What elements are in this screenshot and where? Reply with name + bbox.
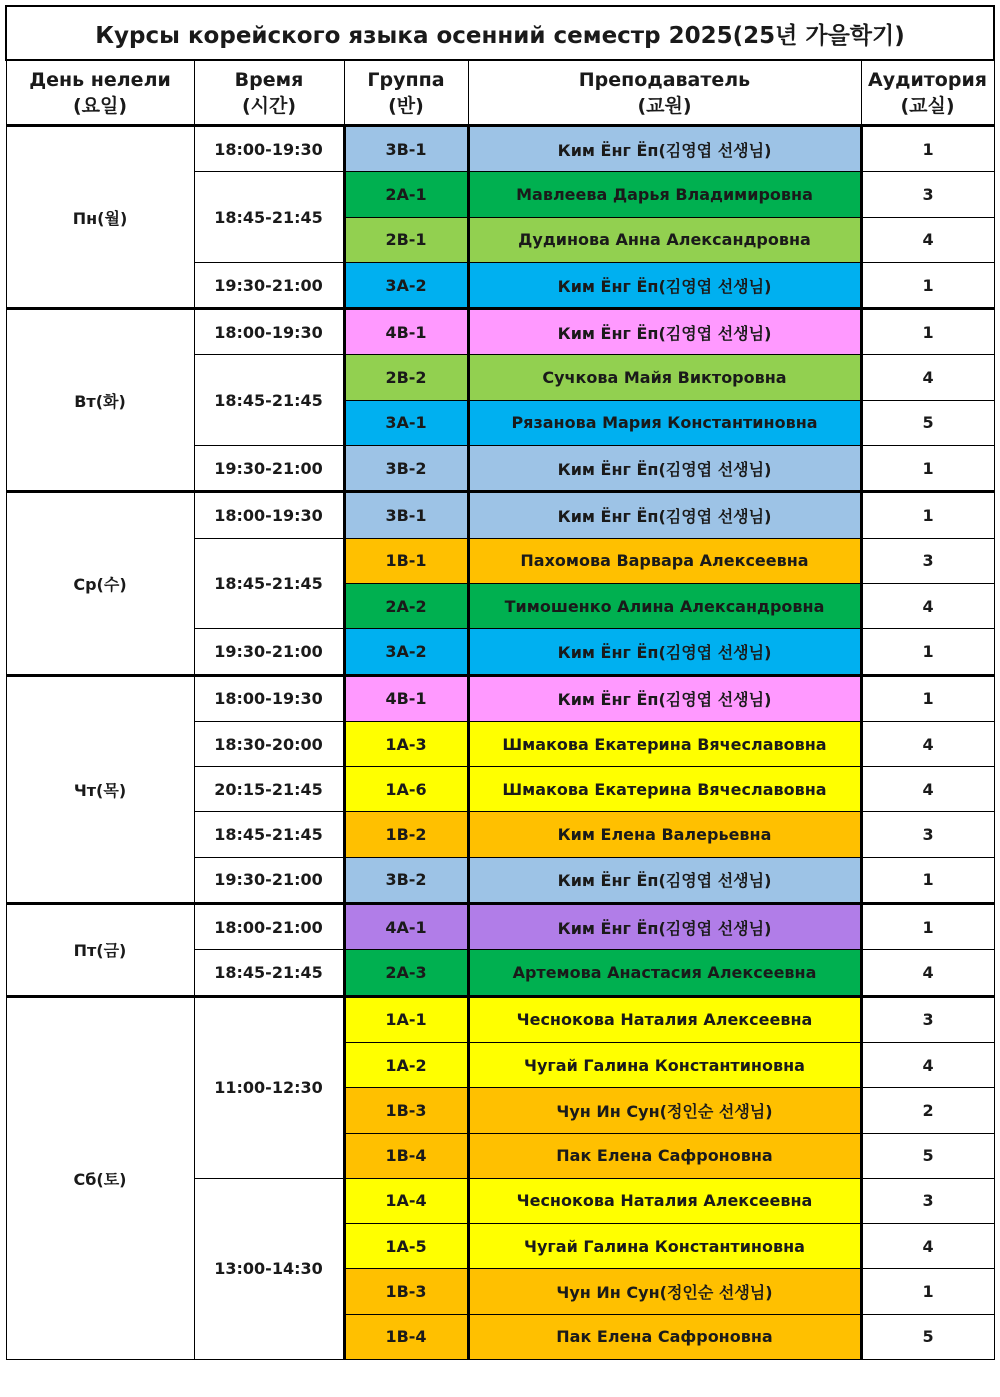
- teacher-cell: Ким Ёнг Ёп(김영엽 선생님): [468, 904, 861, 950]
- teacher-cell: Тимошенко Алина Александровна: [468, 583, 861, 628]
- day-cell: Сб(토): [6, 996, 194, 1359]
- teacher-cell: Дудинова Анна Александровна: [468, 217, 861, 262]
- time-cell: 19:30-21:00: [194, 857, 344, 903]
- header-room-ko: (교실): [900, 94, 955, 117]
- table-row: [6, 492, 994, 538]
- room-cell: 1: [861, 857, 994, 903]
- teacher-cell: Чугай Галина Константиновна: [468, 1042, 861, 1087]
- teacher-cell: Сучкова Майя Викторовна: [468, 355, 861, 400]
- group-cell: 2A-3: [344, 950, 468, 996]
- group-cell: 1A-6: [344, 767, 468, 812]
- room-cell: 1: [861, 492, 994, 538]
- group-cell: 2A-2: [344, 583, 468, 628]
- teacher-cell: Ким Елена Валерьевна: [468, 812, 861, 857]
- header-group: [344, 60, 468, 126]
- time-cell: 18:30-20:00: [194, 721, 344, 766]
- time-cell: 18:45-21:45: [194, 538, 344, 629]
- header-time-ko: (시간): [241, 94, 297, 117]
- group-cell: 4B-1: [344, 309, 468, 355]
- group-cell: 1A-2: [344, 1042, 468, 1087]
- room-cell: 1: [861, 629, 994, 675]
- time-cell: 18:45-21:45: [194, 172, 344, 263]
- group-cell: 2A-1: [344, 172, 468, 217]
- header-group-ko: (반): [388, 94, 424, 117]
- room-cell: 1: [861, 904, 994, 950]
- day-cell: Пн(월): [6, 126, 194, 309]
- teacher-cell: Ким Ёнг Ёп(김영엽 선생님): [468, 629, 861, 675]
- time-cell: 19:30-21:00: [194, 262, 344, 308]
- header-day-ko: (요일): [72, 94, 128, 117]
- room-cell: 4: [861, 583, 994, 628]
- group-cell: 4A-1: [344, 904, 468, 950]
- header-teacher-ko: (교원): [637, 94, 692, 117]
- header-teacher-ru: Преподаватель: [578, 68, 751, 91]
- teacher-cell: Рязанова Мария Константиновна: [468, 400, 861, 445]
- room-cell: 4: [861, 1042, 994, 1087]
- teacher-cell: Мавлеева Дарья Владимировна: [468, 172, 861, 217]
- room-cell: 3: [861, 996, 994, 1042]
- group-cell: 1A-4: [344, 1178, 468, 1223]
- header-time-ru: Время: [234, 68, 304, 91]
- day-cell: Пт(금): [6, 904, 194, 997]
- table-row: [6, 996, 994, 1042]
- group-cell: 3A-2: [344, 629, 468, 675]
- group-cell: 1B-1: [344, 538, 468, 583]
- time-cell: 18:00-19:30: [194, 309, 344, 355]
- room-cell: 1: [861, 446, 994, 492]
- room-cell: 4: [861, 217, 994, 262]
- room-cell: 4: [861, 767, 994, 812]
- room-cell: 5: [861, 1133, 994, 1178]
- group-cell: 2B-1: [344, 217, 468, 262]
- day-cell: Вт(화): [6, 309, 194, 492]
- header-day-ru: День нелели: [29, 68, 171, 91]
- room-cell: 4: [861, 355, 994, 400]
- schedule-title: Курсы корейского языка осенний семестр 2025(25년 가을학기): [6, 6, 994, 60]
- time-cell: 18:45-21:45: [194, 355, 344, 446]
- header-day: [6, 60, 194, 126]
- group-cell: 3B-2: [344, 857, 468, 903]
- teacher-cell: Артемова Анастасия Алексеевна: [468, 950, 861, 996]
- table-row: [6, 126, 994, 172]
- group-cell: 1B-4: [344, 1133, 468, 1178]
- time-cell: 18:45-21:45: [194, 812, 344, 857]
- day-cell: Чт(목): [6, 675, 194, 903]
- header-group-ru: Группа: [367, 68, 445, 91]
- group-cell: 3A-2: [344, 262, 468, 308]
- group-cell: 1B-2: [344, 812, 468, 857]
- table-row: [6, 309, 994, 355]
- room-cell: 4: [861, 1224, 994, 1269]
- day-cell: Ср(수): [6, 492, 194, 675]
- header-time: [194, 60, 344, 126]
- group-cell: 4B-1: [344, 675, 468, 721]
- table-row: [6, 904, 994, 950]
- room-cell: 1: [861, 262, 994, 308]
- header-room: [861, 60, 994, 126]
- room-cell: 3: [861, 172, 994, 217]
- group-cell: 1A-1: [344, 996, 468, 1042]
- group-cell: 1B-4: [344, 1314, 468, 1359]
- group-cell: 1B-3: [344, 1088, 468, 1133]
- teacher-cell: Чугай Галина Константиновна: [468, 1224, 861, 1269]
- teacher-cell: Ким Ёнг Ёп(김영엽 선생님): [468, 857, 861, 903]
- room-cell: 3: [861, 1178, 994, 1223]
- time-cell: 18:45-21:45: [194, 950, 344, 996]
- teacher-cell: Шмакова Екатерина Вячеславовна: [468, 721, 861, 766]
- group-cell: 2B-2: [344, 355, 468, 400]
- teacher-cell: Ким Ёнг Ёп(김영엽 선생님): [468, 309, 861, 355]
- room-cell: 1: [861, 675, 994, 721]
- teacher-cell: Пахомова Варвара Алексеевна: [468, 538, 861, 583]
- room-cell: 2: [861, 1088, 994, 1133]
- group-cell: 3B-1: [344, 492, 468, 538]
- room-cell: 5: [861, 1314, 994, 1359]
- teacher-cell: Ким Ёнг Ёп(김영엽 선생님): [468, 675, 861, 721]
- group-cell: 1A-5: [344, 1224, 468, 1269]
- teacher-cell: Ким Ёнг Ёп(김영엽 선생님): [468, 446, 861, 492]
- room-cell: 3: [861, 812, 994, 857]
- teacher-cell: Шмакова Екатерина Вячеславовна: [468, 767, 861, 812]
- header-room-ru: Аудитория: [868, 68, 987, 91]
- teacher-cell: Ким Ёнг Ёп(김영엽 선생님): [468, 262, 861, 308]
- teacher-cell: Чун Ин Сун(정인순 선생님): [468, 1088, 861, 1133]
- room-cell: 1: [861, 309, 994, 355]
- time-cell: 18:00-19:30: [194, 126, 344, 172]
- teacher-cell: Пак Елена Сафроновна: [468, 1133, 861, 1178]
- time-cell: 13:00-14:30: [194, 1178, 344, 1359]
- room-cell: 5: [861, 400, 994, 445]
- time-cell: 11:00-12:30: [194, 996, 344, 1178]
- table-row: [6, 675, 994, 721]
- time-cell: 19:30-21:00: [194, 446, 344, 492]
- teacher-cell: Пак Елена Сафроновна: [468, 1314, 861, 1359]
- room-cell: 1: [861, 1269, 994, 1314]
- group-cell: 3B-2: [344, 446, 468, 492]
- time-cell: 19:30-21:00: [194, 629, 344, 675]
- group-cell: 1A-3: [344, 721, 468, 766]
- time-cell: 20:15-21:45: [194, 767, 344, 812]
- time-cell: 18:00-19:30: [194, 675, 344, 721]
- room-cell: 1: [861, 126, 994, 172]
- teacher-cell: Чун Ин Сун(정인순 선생님): [468, 1269, 861, 1314]
- time-cell: 18:00-21:00: [194, 904, 344, 950]
- room-cell: 3: [861, 538, 994, 583]
- teacher-cell: Ким Ёнг Ёп(김영엽 선생님): [468, 126, 861, 172]
- teacher-cell: Чеснокова Наталия Алексеевна: [468, 1178, 861, 1223]
- header-teacher: [468, 60, 861, 126]
- schedule-table: [5, 5, 995, 1360]
- teacher-cell: Чеснокова Наталия Алексеевна: [468, 996, 861, 1042]
- time-cell: 18:00-19:30: [194, 492, 344, 538]
- room-cell: 4: [861, 721, 994, 766]
- group-cell: 3B-1: [344, 126, 468, 172]
- room-cell: 4: [861, 950, 994, 996]
- group-cell: 3A-1: [344, 400, 468, 445]
- group-cell: 1B-3: [344, 1269, 468, 1314]
- teacher-cell: Ким Ёнг Ёп(김영엽 선생님): [468, 492, 861, 538]
